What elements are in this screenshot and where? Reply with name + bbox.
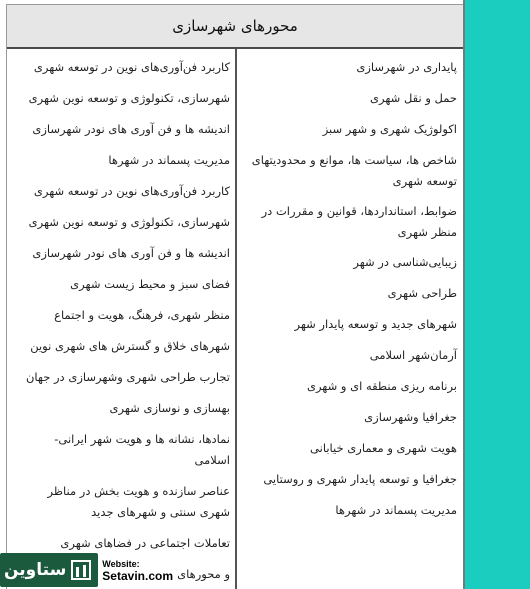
list-item: منظر شهری، فرهنگ، هویت و اجتماع — [54, 308, 230, 322]
list-item: جغرافیا و توسعه پایدار شهری و روستایی — [263, 472, 457, 486]
list-item: اکولوژیک شهری و شهر سبز — [322, 122, 457, 136]
list-item: شاخص ها، سیاست ها، موانع و محدودیتهای توسعه شهری — [251, 153, 457, 188]
list-item: نمادها، نشانه ها و هویت شهر ایرانی- اسلامی — [54, 432, 230, 467]
list-item: مدیریت پسماند در شهرها — [108, 153, 230, 167]
logo-badge — [0, 553, 98, 587]
list-item: پایداری در شهرسازی — [356, 60, 457, 74]
list-item: تعاملات اجتماعی در فضاهای شهری — [60, 536, 230, 550]
list-item: طراحی شهری — [387, 286, 457, 300]
list-item: زیبایی‌شناسی در شهر — [353, 255, 457, 269]
list-item: حمل و نقل شهری — [370, 91, 457, 105]
list-item: مدیریت پسماند در شهرها — [335, 503, 457, 517]
column-divider — [235, 49, 237, 589]
list-item: برنامه ریزی منطقه ای و شهری — [306, 379, 457, 393]
left-column — [17, 57, 230, 589]
list-item: و محورهای ... — [162, 567, 230, 581]
list-item: بهسازی و نوسازی شهری — [109, 401, 230, 415]
list-item: شهرسازی، تکنولوژی و توسعه نوین شهری — [28, 215, 230, 229]
accent-sidebar — [463, 0, 530, 589]
list-item: شهرهای خلاق و گسترش های شهری نوین — [30, 339, 230, 353]
list-item: شهرسازی، تکنولوژی و توسعه نوین شهری — [28, 91, 230, 105]
topics-table — [6, 4, 463, 589]
list-item: ضوابط، استانداردها، قوانین و مقررات در منظر شهری — [261, 204, 457, 239]
right-column — [243, 57, 457, 531]
list-item: اندیشه ها و فن آوری های نودر شهرسازی — [32, 246, 230, 260]
list-item: هویت شهری و معماری خیابانی — [310, 441, 457, 455]
list-item: اندیشه ها و فن آوری های نودر شهرسازی — [32, 122, 230, 136]
website-info — [102, 558, 173, 582]
list-item: آرمان‌شهر اسلامی — [369, 348, 457, 362]
list-item: جغرافیا وشهرسازی — [364, 410, 457, 424]
building-icon — [70, 559, 92, 581]
list-item: فضای سبز و محیط زیست شهری — [70, 277, 230, 291]
list-item: عناصر سازنده و هویت بخش در مناظر شهری سنتی و شهرهای جدید — [47, 484, 230, 519]
table-title: محورهای شهرسازی — [172, 17, 298, 35]
list-item: کاربرد فن‌آوری‌های نوین در توسعه شهری — [33, 60, 230, 74]
logo-name: ستاوین — [4, 560, 67, 580]
list-item: تجارب طراحی شهری وشهرسازی در جهان — [25, 370, 230, 384]
table-header — [7, 5, 463, 49]
list-item: کاربرد فن‌آوری‌های نوین در توسعه شهری — [33, 184, 230, 198]
watermark-logo — [0, 551, 190, 589]
list-item: شهرهای جدید و توسعه پایدار شهر — [294, 317, 457, 331]
website-url: Setavin.com — [102, 569, 173, 583]
website-label: Website: — [102, 559, 140, 569]
